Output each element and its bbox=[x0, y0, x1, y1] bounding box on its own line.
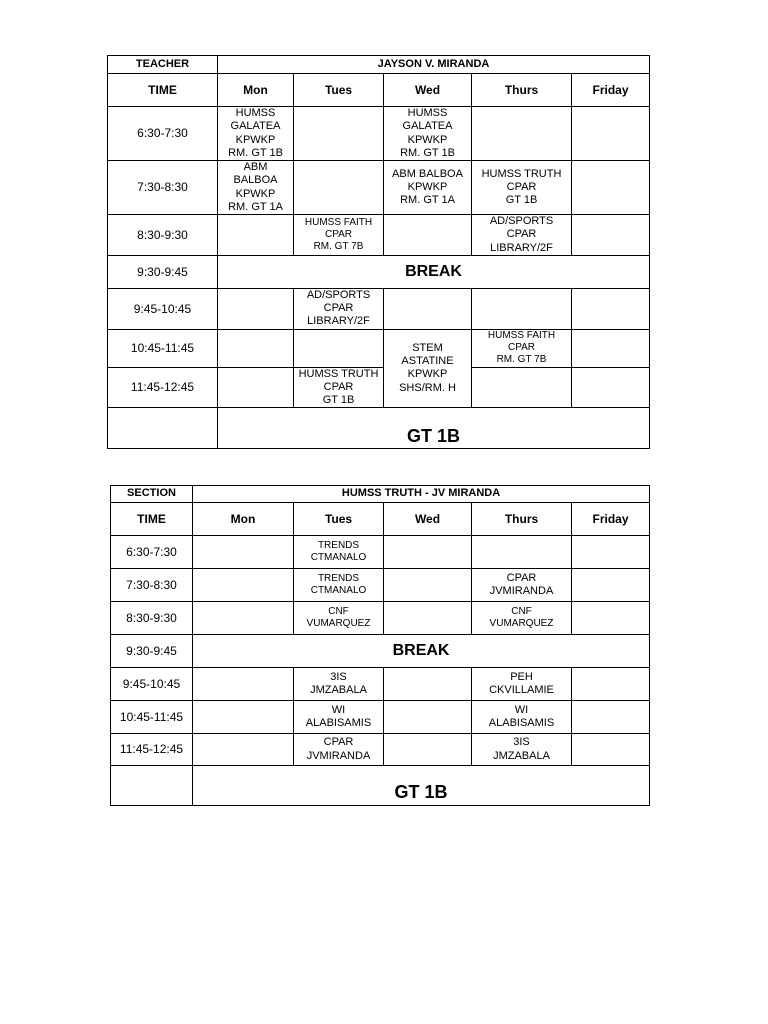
empty-cell bbox=[572, 569, 650, 602]
schedule-line: SHS/RM. H bbox=[399, 381, 456, 394]
schedule-line: LIBRARY/2F bbox=[490, 241, 553, 254]
schedule-cell bbox=[218, 107, 294, 161]
schedule-line: CPAR bbox=[506, 180, 537, 193]
empty-cell bbox=[572, 289, 650, 330]
day-header-tues: Tues bbox=[294, 503, 384, 536]
schedule-line: HUMSS FAITH bbox=[487, 330, 556, 342]
empty-cell bbox=[193, 734, 294, 766]
schedule-cell bbox=[294, 734, 384, 766]
empty-cell bbox=[193, 602, 294, 635]
schedule-line: CPAR bbox=[324, 229, 353, 240]
schedule-line: HUMSS bbox=[407, 107, 448, 120]
day-header-friday: Friday bbox=[572, 503, 650, 536]
day-header-thurs: Thurs bbox=[472, 74, 572, 107]
schedule-cell bbox=[294, 569, 384, 602]
time-slot: 10:45-11:45 bbox=[108, 329, 218, 367]
schedule-cell bbox=[472, 161, 572, 215]
time-slot: 10:45-11:45 bbox=[111, 701, 193, 734]
empty-cell bbox=[572, 701, 650, 734]
schedule-line: CPAR bbox=[323, 380, 354, 393]
empty-cell bbox=[572, 161, 650, 215]
schedule-line: KPWKP bbox=[235, 187, 276, 200]
schedule-line: GT 1B bbox=[505, 194, 538, 207]
schedule-cell bbox=[294, 289, 384, 330]
schedule-line: STEM bbox=[412, 341, 443, 354]
break-row: BREAK bbox=[218, 256, 650, 289]
time-slot: 7:30-8:30 bbox=[108, 161, 218, 215]
time-slot: 9:30-9:45 bbox=[111, 635, 193, 668]
day-header-friday: Friday bbox=[572, 74, 650, 107]
schedule-line: RM. GT 7B bbox=[496, 354, 547, 366]
schedule-cell bbox=[294, 367, 384, 408]
time-slot: 9:45-10:45 bbox=[108, 289, 218, 330]
schedule-line: WI bbox=[514, 703, 529, 716]
empty-cell bbox=[572, 215, 650, 256]
time-slot: 11:45-12:45 bbox=[108, 367, 218, 408]
schedule-cell bbox=[294, 668, 384, 701]
schedule-cell bbox=[472, 668, 572, 701]
schedule-line: JVMIRANDA bbox=[489, 585, 554, 597]
schedule-cell bbox=[472, 329, 572, 367]
empty-cell bbox=[218, 329, 294, 367]
schedule-line: ABM bbox=[243, 161, 268, 174]
schedule-cell bbox=[384, 107, 472, 161]
time-header: TIME bbox=[108, 74, 218, 107]
time-slot: 9:30-9:45 bbox=[108, 256, 218, 289]
room-label: GT 1B bbox=[193, 766, 650, 806]
empty-cell bbox=[472, 289, 572, 330]
empty-cell bbox=[472, 107, 572, 161]
empty-cell bbox=[294, 161, 384, 215]
day-header-mon: Mon bbox=[193, 503, 294, 536]
schedule-cell bbox=[472, 734, 572, 766]
empty-cell bbox=[111, 766, 193, 806]
schedule-line: LIBRARY/2F bbox=[307, 315, 370, 328]
empty-cell bbox=[472, 367, 572, 408]
teacher-name: JAYSON V. MIRANDA bbox=[218, 56, 650, 74]
time-slot: 9:45-10:45 bbox=[111, 668, 193, 701]
break-row: BREAK bbox=[193, 635, 650, 668]
schedule-cell bbox=[294, 215, 384, 256]
schedule-line: CNF bbox=[511, 606, 532, 617]
schedule-line: RM. GT 1A bbox=[228, 200, 283, 213]
schedule-cell bbox=[384, 329, 472, 408]
empty-cell bbox=[384, 668, 472, 701]
empty-cell bbox=[193, 668, 294, 701]
time-slot: 8:30-9:30 bbox=[108, 215, 218, 256]
teacher-label: TEACHER bbox=[108, 56, 218, 74]
schedule-line: HUMSS TRUTH bbox=[298, 367, 379, 380]
schedule-line: CNF bbox=[328, 606, 349, 617]
schedule-cell bbox=[218, 161, 294, 215]
schedule-cell bbox=[294, 536, 384, 569]
schedule-line: JMZABALA bbox=[493, 749, 550, 762]
schedule-line: RM. GT 1A bbox=[400, 194, 455, 207]
time-slot: 11:45-12:45 bbox=[111, 734, 193, 766]
schedule-line: TRENDS bbox=[317, 540, 360, 551]
empty-cell bbox=[572, 536, 650, 569]
schedule-cell bbox=[294, 701, 384, 734]
schedule-line: GT 1B bbox=[322, 393, 355, 406]
schedule-line: ALABISAMIS bbox=[488, 717, 555, 729]
schedule-line: AD/SPORTS bbox=[306, 289, 371, 301]
schedule-line: VUMARQUEZ bbox=[489, 618, 554, 629]
empty-cell bbox=[218, 289, 294, 330]
schedule-line: CTMANALO bbox=[310, 552, 367, 563]
schedule-line: CTMANALO bbox=[310, 585, 367, 596]
schedule-line: HUMSS bbox=[235, 107, 276, 120]
schedule-line: KPWKP bbox=[407, 368, 448, 381]
empty-cell bbox=[193, 569, 294, 602]
schedule-line: AD/SPORTS bbox=[489, 215, 554, 228]
schedule-line: PEH bbox=[510, 670, 533, 683]
schedule-line: ABM BALBOA bbox=[392, 167, 463, 180]
schedule-line: CPAR bbox=[323, 302, 354, 315]
day-header-mon: Mon bbox=[218, 74, 294, 107]
day-header-tues: Tues bbox=[294, 74, 384, 107]
schedule-line: RM. GT 1B bbox=[400, 146, 455, 159]
empty-cell bbox=[384, 734, 472, 766]
schedule-line: ASTATINE bbox=[401, 355, 454, 368]
empty-cell bbox=[472, 536, 572, 569]
day-header-wed: Wed bbox=[384, 503, 472, 536]
schedule-line: KPWKP bbox=[235, 133, 276, 146]
schedule-line: JVMIRANDA bbox=[306, 749, 371, 762]
schedule-line: VUMARQUEZ bbox=[306, 618, 371, 629]
schedule-line: 3IS bbox=[330, 670, 347, 683]
time-slot: 7:30-8:30 bbox=[111, 569, 193, 602]
time-header: TIME bbox=[111, 503, 193, 536]
empty-cell bbox=[108, 408, 218, 449]
schedule-cell bbox=[472, 602, 572, 635]
empty-cell bbox=[218, 367, 294, 408]
schedule-line: CPAR bbox=[507, 342, 536, 354]
empty-cell bbox=[384, 602, 472, 635]
schedule-line: 3IS bbox=[513, 736, 530, 749]
empty-cell bbox=[384, 289, 472, 330]
empty-cell bbox=[572, 107, 650, 161]
empty-cell bbox=[294, 107, 384, 161]
time-slot: 6:30-7:30 bbox=[108, 107, 218, 161]
empty-cell bbox=[294, 329, 384, 367]
time-slot: 6:30-7:30 bbox=[111, 536, 193, 569]
day-header-thurs: Thurs bbox=[472, 503, 572, 536]
time-slot: 8:30-9:30 bbox=[111, 602, 193, 635]
empty-cell bbox=[384, 215, 472, 256]
empty-cell bbox=[218, 215, 294, 256]
schedule-line: KPWKP bbox=[407, 133, 448, 146]
empty-cell bbox=[193, 701, 294, 734]
schedule-line: KPWKP bbox=[407, 180, 448, 193]
schedule-cell bbox=[294, 602, 384, 635]
empty-cell bbox=[572, 602, 650, 635]
empty-cell bbox=[193, 536, 294, 569]
schedule-line: CPAR bbox=[506, 228, 537, 241]
empty-cell bbox=[384, 569, 472, 602]
schedule-line: JMZABALA bbox=[310, 684, 367, 696]
schedule-line: RM. GT 7B bbox=[313, 241, 364, 252]
section-label: SECTION bbox=[111, 486, 193, 503]
section-schedule-table bbox=[110, 485, 650, 806]
schedule-line: GALATEA bbox=[230, 120, 281, 133]
teacher-schedule-table bbox=[107, 55, 650, 449]
schedule-cell bbox=[472, 215, 572, 256]
empty-cell bbox=[572, 329, 650, 367]
schedule-line: HUMSS TRUTH bbox=[481, 167, 562, 180]
schedule-cell bbox=[472, 569, 572, 602]
empty-cell bbox=[572, 734, 650, 766]
empty-cell bbox=[572, 668, 650, 701]
schedule-line: BALBOA bbox=[233, 174, 278, 187]
empty-cell bbox=[572, 367, 650, 408]
schedule-line: ALABISAMIS bbox=[305, 717, 372, 729]
schedule-line: WI bbox=[331, 703, 346, 716]
schedule-line: RM. GT 1B bbox=[228, 146, 283, 159]
schedule-line: CKVILLAMIE bbox=[489, 684, 554, 696]
room-label: GT 1B bbox=[218, 408, 650, 449]
schedule-line: CPAR bbox=[506, 571, 537, 584]
schedule-line: GALATEA bbox=[402, 120, 453, 133]
day-header-wed: Wed bbox=[384, 74, 472, 107]
section-name: HUMSS TRUTH - JV MIRANDA bbox=[193, 486, 650, 503]
schedule-line: CPAR bbox=[323, 736, 354, 749]
schedule-line: TRENDS bbox=[317, 573, 360, 584]
schedule-line: HUMSS FAITH bbox=[304, 217, 373, 228]
schedule-cell bbox=[472, 701, 572, 734]
empty-cell bbox=[384, 701, 472, 734]
schedule-cell bbox=[384, 161, 472, 215]
empty-cell bbox=[384, 536, 472, 569]
